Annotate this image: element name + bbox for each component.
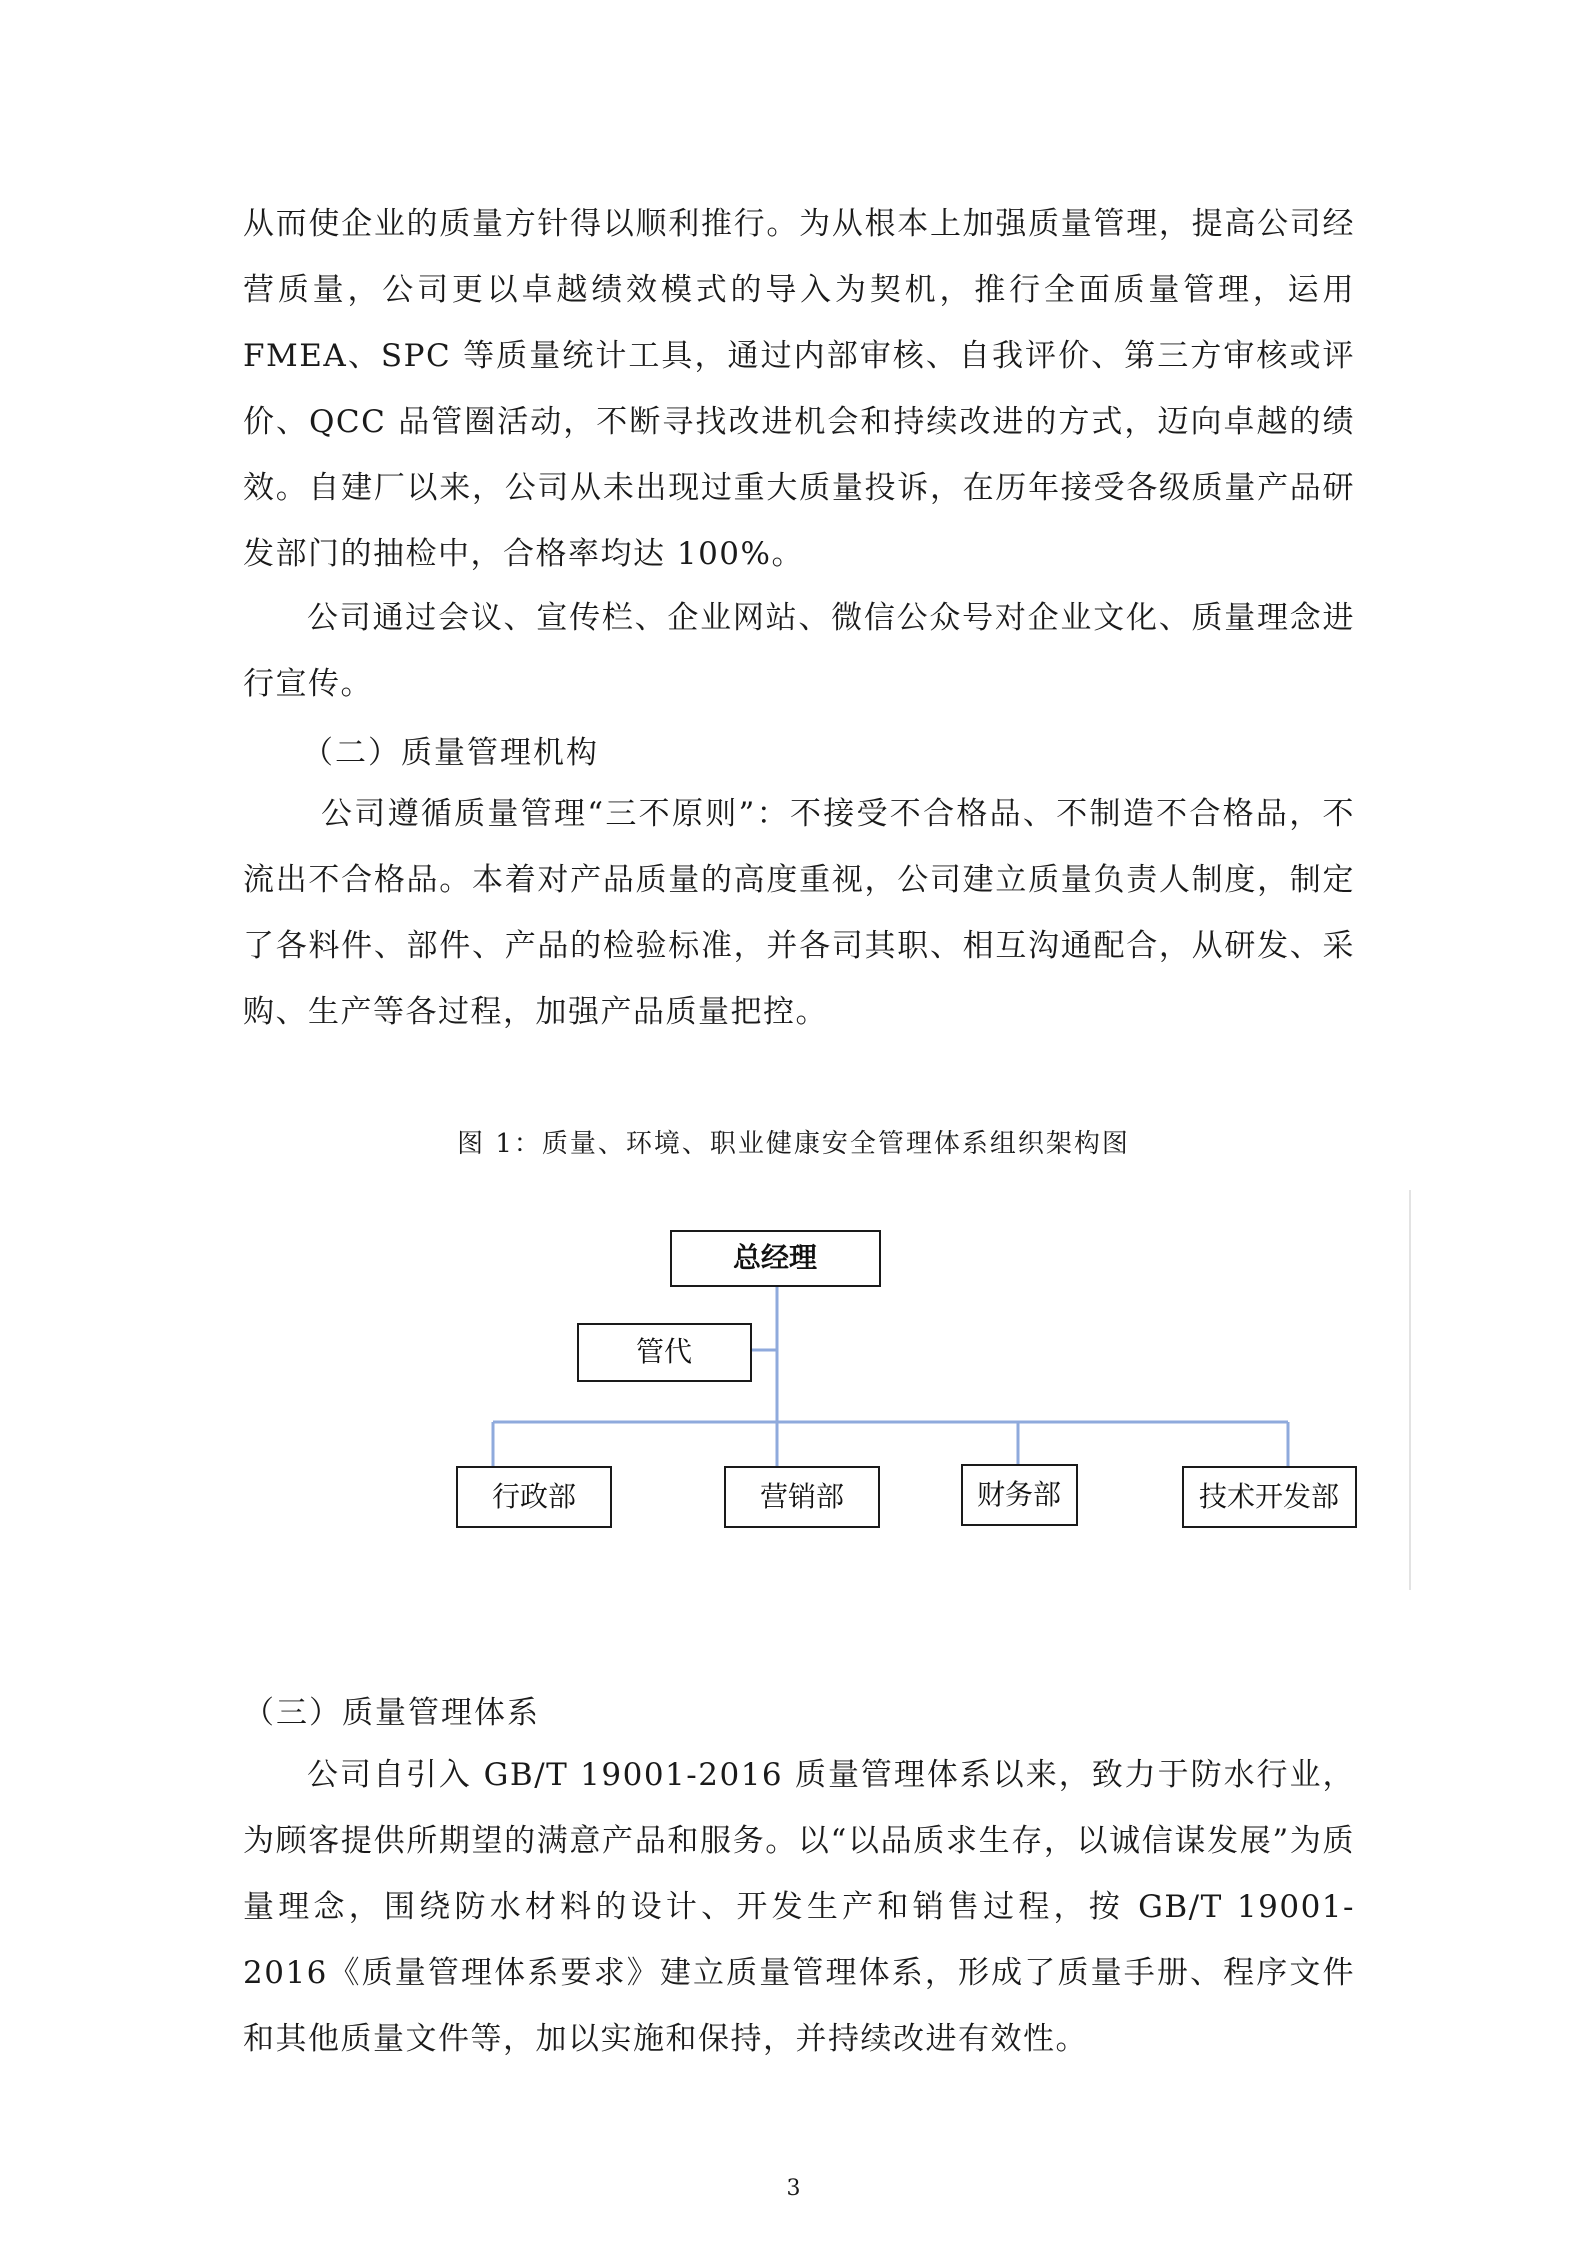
node-general-manager: 总经理 [732,1241,818,1274]
paragraph-three-no-principle: 公司遵循质量管理“三不原则”：不接受不合格品、不制造不合格品，不流出不合格品。本着对产品质量的高度重视，公司建立质量负责人制度，制定了各料件、部件、产品的检验标准，并各司其职、相互沟通配合，从研发、采购、生产等各过程，加强产品质量把控。 [243,796,1355,1030]
org-chart-svg [420,1190,1420,1610]
node-admin-dept: 行政部 [491,1480,577,1513]
node-sales-dept: 营销部 [759,1480,845,1513]
paragraph-quality-policy: 从而使企业的质量方针得以顺利推行。为从根本上加强质量管理，提高公司经营质量，公司更以卓越绩效模式的导入为契机，推行全面质量管理，运用 FMEA、SPC 等质量统计工具，通过内部审核、自我评价、第三方审核或评价、QCC 品管圈活动，不断寻找改进机会和持续改进的方式，迈向卓越的绩效。自建厂以来，公司从未出现过重大质量投诉，在历年接受各级质量产品研发部门的抽检中，合格率均达 100%。 [243,206,1355,572]
node-finance-dept: 财务部 [976,1478,1062,1511]
heading-quality-organization: （二）质量管理机构 [302,735,599,771]
org-chart [420,1190,1420,1610]
page-number: 3 [786,2176,801,2201]
heading-quality-system: （三）质量管理体系 [243,1695,540,1731]
paragraph-publicity: 公司通过会议、宣传栏、企业网站、微信公众号对企业文化、质量理念进行宣传。 [243,600,1355,702]
paragraph-iso-system: 公司自引入 GB/T 19001-2016 质量管理体系以来，致力于防水行业，为顾客提供所期望的满意产品和服务。以“以品质求生存，以诚信谋发展”为质量理念，围绕防水材料的设计、开发生产和销售过程，按 GB/T 19001-2016《质量管理体系要求》建立质量管理体系，形成了质量手册、程序文件和其他质量文件等，加以实施和保持，并持续改进有效性。 [243,1757,1355,2057]
figure-caption: 图 1：质量、环境、职业健康安全管理体系组织架构图 [457,1129,1130,1159]
node-tech-dept: 技术开发部 [1198,1480,1340,1513]
node-management-rep: 管代 [635,1335,693,1368]
